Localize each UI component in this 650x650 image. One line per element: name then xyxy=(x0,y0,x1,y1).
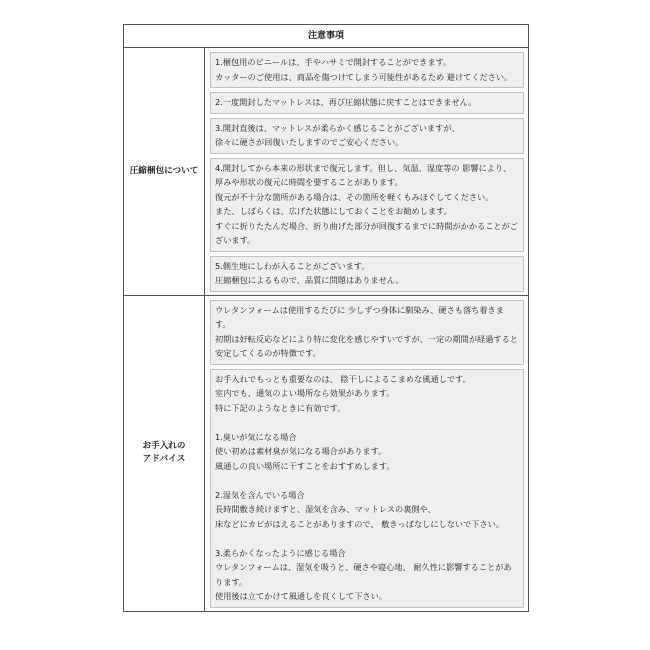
section-compression-packing xyxy=(123,48,529,296)
advice-item-1: ウレタンフォームは使用するたびに 少しずつ身体に馴染み、硬さも落ち着きます。 初期は好転反応などにより特に変化を感じやすいですが、一定の期間が経過すると安定してくるのが特徴です。 xyxy=(210,300,524,365)
section-care-advice xyxy=(123,296,529,612)
notice-item-3: 3.開封直後は、マットレスが柔らかく感じることがございますが、 徐々に硬さが回復いたしますのでご安心ください。 xyxy=(210,118,524,154)
section-label-text: お手入れの アドバイス xyxy=(142,440,186,464)
section-label-text: 圧縮梱包について xyxy=(129,165,199,176)
notice-item-5: 5.側生地にしわが入ることがございます。 圧縮梱包によるもので、品質に問題はありません。 xyxy=(210,256,524,292)
table-title: 注意事項 xyxy=(123,24,529,48)
section-label xyxy=(124,48,205,295)
notice-item-2: 2.一度開封したマットレスは、再び圧縮状態に戻すことはできません。 xyxy=(210,92,524,114)
section-label xyxy=(124,296,205,611)
notice-item-1: 1.梱包用のビニールは、手やハサミで開封することができます。 カッターのご使用は、商品を傷つけてしまう可能性があるため 避けてください。 xyxy=(210,52,524,88)
advice-item-2: お手入れでもっとも重要なのは、 陰干しによるこまめな風通しです。 室内でも、通気のよい場所なら効果があります。 特に下記のようなときに有効です。 1.臭いが気になる場合 使い初めは素材臭が気になる場合があります。 風通しの良い場所に干すことをおすすめします。 2.湿気を含んでいる場合 長時間敷き続けますと、湿気を含み、マットレスの裏側や、 床などにカビがはえることがありますので、 敷きっぱなしにしないで下さい。 3.柔らかくなったように感じる場合 ウレタンフォームは、湿気を吸うと、硬さや寝心地、 耐久性に影響することがあります。 使用後は立てかけて風通しを良くして下さい。 xyxy=(210,369,524,608)
notice-item-4: 4.開封してから本来の形状まで復元します。但し、気温、湿度等の 影響により、厚みや形状の復元に時間を要することがあります。 復元が不十分な箇所がある場合は、その箇所を軽くもみほぐしてください。 また、しばらくは、広げた状態にしておくことをお勧めします。 すぐに折りたたんだ場合、折り曲げた部分が回復するまでに時間がかかることがございます。 xyxy=(210,158,524,252)
section-cells xyxy=(205,296,528,611)
section-cells xyxy=(205,48,528,295)
notice-table xyxy=(123,24,529,612)
